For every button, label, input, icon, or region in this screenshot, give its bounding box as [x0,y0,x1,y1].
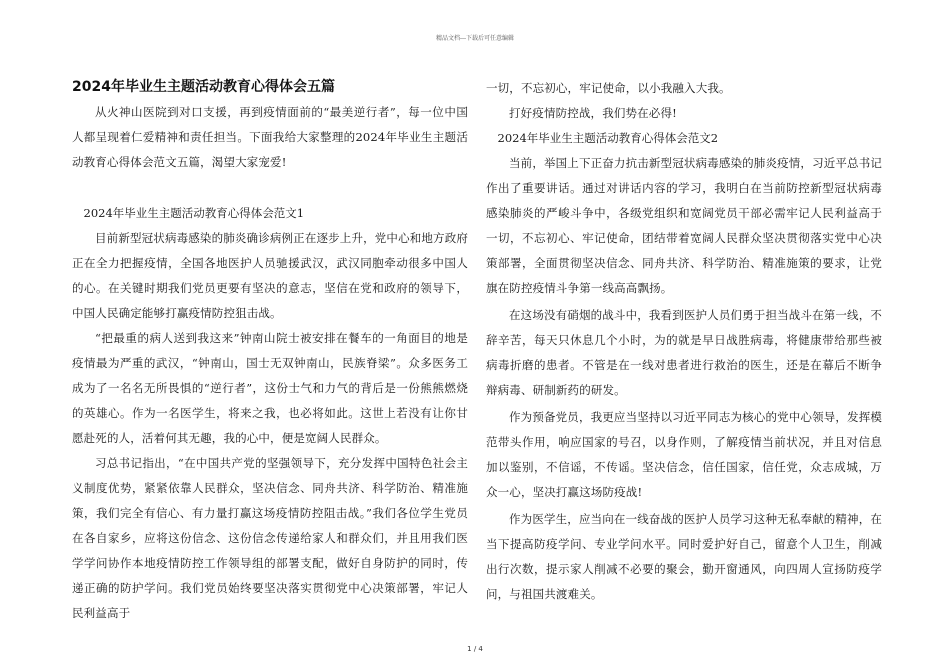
section-1-closing-line: 打好疫情防控战，我们势在必得! [509,106,677,120]
section-2-paragraph-2: 在这场没有硝烟的战斗中，我看到医护人员们勇于担当战斗在第一线，不辞辛苦，每天只休息几个小时，为的就是早日战胜病毒，将健康带给那些被病毒折磨的患者。不管是在一线对患者进行救治的医生，还是在幕后不断争辩病毒、研制新药的研发。 [486,308,882,397]
section-2-paragraph-3: 作为预备党员，我更应当坚持以习近平同志为核心的党中心领导，发挥模范带头作用，响应国家的号召，以身作则，了解疫情当前状况，并且对信息加以鉴别，不信谣，不传谣。坚决信念，信任国家，信任党，众志成城，万众一心，坚决打赢这场防疫战! [486,410,882,499]
section-1-paragraph-2: “把最重的病人送到我这来”钟南山院士被安排在餐车的一角面目的地是疫情最为严重的武汉，“钟南山，国士无双钟南山，民族脊梁”。众多医务工成为了一名名无所畏惧的“逆行者”，这份士气和力气的背后是一份熊熊燃烧的英雄心。作为一名医学生，将来之我，也必将如此。这世上若没有让你甘愿赴死的人，活着何其无趣，我的心中，便是宽阔人民群众。 [72,331,468,445]
section-2-heading: 2024年毕业生主题活动教育心得体会范文2 [497,131,719,145]
left-column [72,76,468,626]
section-1-paragraph-1: 目前新型冠状病毒感染的肺炎确诊病例正在逐步上升，党中心和地方政府正在全力把握疫情，全国各地医护人员驰援武汉，武汉同胞牵动很多中国人的心。在关键时期我们党员更要有坚决的意志，坚信在党和政府的领导下，中国人民确定能够打赢疫情防控狙击战。 [72,231,468,320]
section-1-heading: 2024年毕业生主题活动教育心得体会范文1 [83,206,305,220]
intro-paragraph: 从火神山医院到对口支援，再到疫情面前的“最美逆行者”，每一位中国人都呈现着仁爱精神和责任担当。下面我给大家整理的2024年毕业生主题活动教育心得体会范文五篇，渴望大家宠爱! [72,105,468,169]
section-2-paragraph-1: 当前，举国上下正奋力抗击新型冠状病毒感染的肺炎疫情，习近平总书记作出了重要讲话。通过对讲话内容的学习，我明白在当前防控新型冠状病毒感染肺炎的严峻斗争中，各级党组织和宽阔党员干部必需牢记人民利益高于一切，不忘初心、牢记使命，团结带着宽阔人民群众坚决贯彻落实党中心决策部署，全面贯彻坚决信念、同舟共济、科学防治、精准施策的要求，让党旗在防控疫情斗争第一线高高飘扬。 [486,156,882,295]
right-column [486,76,882,607]
page-header-note: 精品文档---下载后可任意编辑 [435,35,515,42]
section-1-paragraph-3-continued: 一切，不忘初心，牢记使命，以小我融入大我。 [486,81,731,95]
section-2-paragraph-4: 作为医学生，应当向在一线奋战的医护人员学习这种无私奉献的精神，在当下提高防疫学问、专业学问水平。同时爱护好自己，留意个人卫生，削减出行次数，提示家人削减不必要的聚会，勤开窗通风，向四周人宣扬防疫学问，与祖国共渡难关。 [486,512,882,601]
document-title: 2024年毕业生主题活动教育心得体会五篇 [72,79,335,95]
page-number: 1 / 4 [467,645,483,653]
section-1-paragraph-3: 习总书记指出，“在中国共产党的坚强领导下，充分发挥中国特色社会主义制度优势，紧紧依靠人民群众，坚决信念、同舟共济、科学防治、精准施策，我们完全有信心、有力量打赢这场疫情防控阻击战。”我们各位学生党员在各自家乡，应将这份信念、这份信念传递给家人和群众们，并且用我们医学学问协作本地疫情防控工作领导组的部署支配，做好自身防护的同时，传递正确的防护学问。我们党员始终要坚决落实贯彻党中心决策部署，牢记人民利益高于 [72,456,468,620]
